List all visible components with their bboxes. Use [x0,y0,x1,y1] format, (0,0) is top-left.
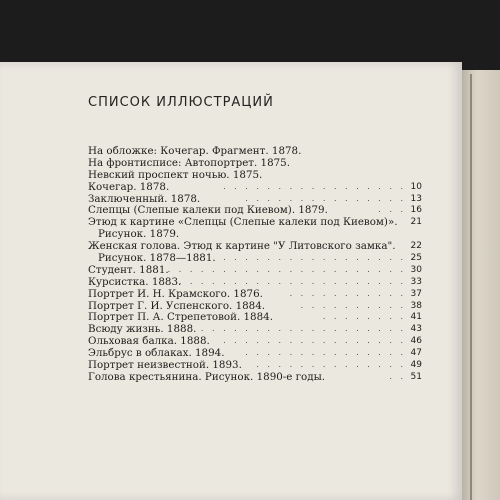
page-number: 41 [410,312,422,323]
entry-text: Портрет П. А. Стрепетовой. 1884. [88,311,273,324]
leader-dots: . . . . . . . . . . . . . . . . . . . . . . [167,264,406,274]
entry-text: Слепцы (Слепые калеки под Киевом). 1879. [88,204,328,217]
entry-text: Эльбрус в облаках. 1894. [88,347,225,360]
entry-text: Заключенный. 1878. [88,192,201,205]
page-number: 25 [410,253,422,264]
leader-dots: . . . . . . . . . . . [289,288,406,298]
entry-text: Голова крестьянина. Рисунок. 1890-е годы. [88,370,326,383]
leader-dots: . . . . . . . . . . . . . . . [245,193,406,203]
entry-text: Всюду жизнь. 1888. [88,323,197,336]
page-number: 33 [410,276,422,287]
entry-text: Портрет Г. И. Успенского. 1884. [88,299,266,312]
leader-dots: . . . . . . . . . . . . . . . . . . . . . [178,276,406,286]
page-number: 37 [410,288,422,299]
leader-dots: . . . . . . . . . . . . . . . . . [223,181,406,191]
page-number: 49 [410,360,422,371]
page-number: 51 [410,371,422,382]
leader-dots: . . . . . . . . . . . . . . . . . [223,336,406,346]
leader-dots: . . . . . . . . . . . . . . . [245,348,406,358]
entry-text: Невский проспект ночью. 1875. [88,168,263,181]
list-item [88,370,422,384]
page-number: 30 [410,264,422,275]
page-number: 46 [410,336,422,347]
leader-dots: . . . . . . . . [322,312,406,322]
leader-dots: . . . . . . . . . . . . . . . . . . . [200,324,406,334]
leader-dots: . . . . . . . . . . . . . . . . . [223,253,406,262]
entry-text: На фронтисписе: Автопортрет. 1875. [88,156,291,169]
entry-text: Портрет И. Н. Крамского. 1876. [88,287,263,300]
leader-dots: . . . . . . . . . . [300,300,406,310]
page-number: 16 [410,205,422,216]
entry-text: Женская голова. Этюд к картине "У Литовского замка". [88,240,396,253]
page-edge [462,70,500,500]
leader-dots: . . [389,371,406,381]
entry-text: Кочегар. 1878. [88,180,170,193]
entry-text: Студент. 1881. [88,263,169,276]
page-number: 38 [410,300,422,311]
page-number: 10 [410,181,422,192]
page-number: 13 [410,193,422,204]
page-edge-line [470,74,472,500]
entry-text: Портрет неизвестной. 1893. [88,359,242,372]
page-title: СПИСОК ИЛЛЮСТРАЦИЙ [88,95,274,110]
page-number: 22 [410,241,422,252]
page-number: 47 [410,348,422,359]
entry-text: Ольховая балка. 1888. [88,335,210,348]
illustrations-list [88,145,422,384]
leader-dots: . . . . . . . . . . . . . . [256,360,406,370]
entry-text: Рисунок. 1879. [98,228,180,241]
page-number: 21 [410,217,422,228]
entry-text: На обложке: Кочегар. Фрагмент. 1878. [88,145,302,157]
leader-dots: . . . [378,205,406,215]
entry-text: Рисунок. 1878—1881. [98,252,216,265]
entry-text: Этюд к картине «Слепцы (Слепые калеки под Киевом)». [88,216,398,229]
entry-text: Курсистка. 1883. [88,275,182,288]
page-number: 43 [410,324,422,335]
